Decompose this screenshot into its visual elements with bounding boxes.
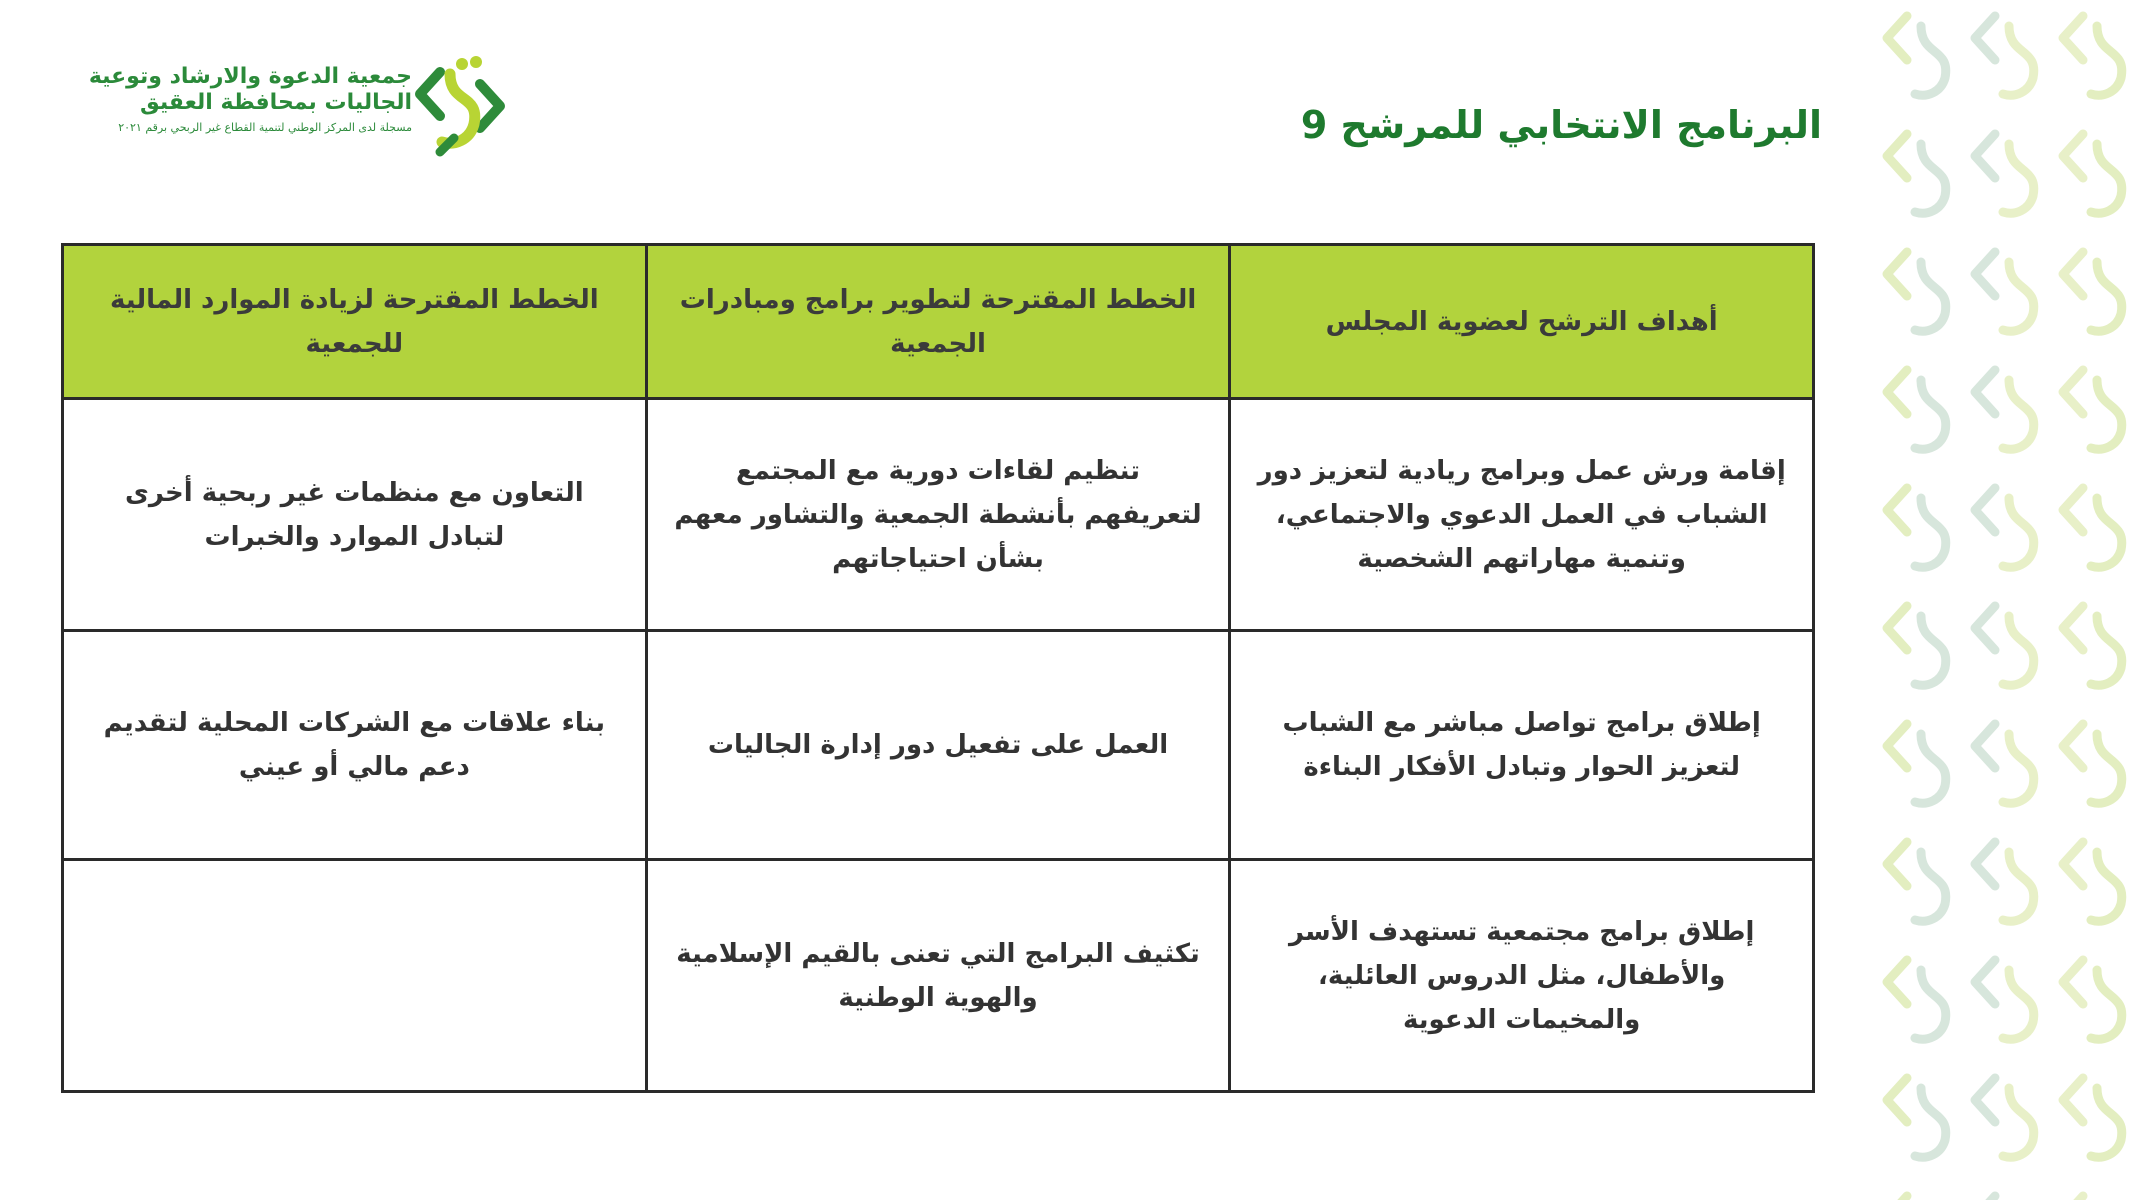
pattern-mark-icon [1975,134,2034,213]
pattern-mark-icon [2063,134,2122,213]
pattern-mark-icon [2063,16,2122,95]
table-cell [63,860,647,1092]
pattern-mark-icon [1975,724,2034,803]
organization-logo [60,50,510,160]
pattern-mark-icon [1887,252,1946,331]
pattern-mark-icon [1887,488,1946,567]
header-goals: أهداف الترشح لعضوية المجلس [1230,245,1814,399]
pattern-mark-icon [1975,606,2034,685]
table-cell: تكثيف البرامج التي تعنى بالقيم الإسلامية والهوية الوطنية [646,860,1230,1092]
header-financial-plans: الخطط المقترحة لزيادة الموارد المالية للجمعية [63,245,647,399]
decorative-pattern [1865,0,2133,1200]
pattern-mark-icon [2063,1196,2122,1200]
pattern-mark-icon [1975,488,2034,567]
pattern-mark-icon [1887,370,1946,449]
logo-name-line1: جمعية الدعوة والارشاد وتوعية [88,64,412,89]
logo-mark-icon [410,54,510,158]
table-row [63,860,1814,1092]
pattern-mark-icon [1887,606,1946,685]
pattern-mark-icon [1975,16,2034,95]
logo-registration: مسجلة لدى المركز الوطني لتنمية القطاع غير الربحي برقم ٢٠٢١ [118,121,412,134]
pattern-mark-icon [2063,488,2122,567]
pattern-mark-icon [1887,1196,1946,1200]
table-cell: إقامة ورش عمل وبرامج ريادية لتعزيز دور الشباب في العمل الدعوي والاجتماعي، وتنمية مهاراتهم الشخصية [1230,399,1814,631]
pattern-mark-icon [1975,370,2034,449]
pattern-mark-icon [2063,960,2122,1039]
program-table [61,243,1815,1093]
pattern-mark-icon [1887,16,1946,95]
pattern-mark-icon [1975,960,2034,1039]
header-program-plans: الخطط المقترحة لتطوير برامج ومبادرات الجمعية [646,245,1230,399]
pattern-mark-icon [2063,842,2122,921]
table-header-row [63,245,1814,399]
pattern-mark-icon [2063,370,2122,449]
pattern-mark-icon [2063,1078,2122,1157]
pattern-mark-icon [1975,842,2034,921]
pattern-mark-icon [1975,1196,2034,1200]
table-cell: بناء علاقات مع الشركات المحلية لتقديم دعم مالي أو عيني [63,631,647,860]
pattern-mark-icon [1887,1078,1946,1157]
pattern-mark-icon [1975,1078,2034,1157]
table-row [63,399,1814,631]
table-cell: تنظيم لقاءات دورية مع المجتمع لتعريفهم بأنشطة الجمعية والتشاور معهم بشأن احتياجاتهم [646,399,1230,631]
pattern-mark-icon [1887,960,1946,1039]
pattern-mark-icon [1887,724,1946,803]
pattern-mark-icon [1887,134,1946,213]
page-title: البرنامج الانتخابي للمرشح 9 [1300,103,1822,147]
logo-text [60,64,412,136]
pattern-mark-icon [2063,252,2122,331]
table-cell: العمل على تفعيل دور إدارة الجاليات [646,631,1230,860]
table-cell: إطلاق برامج مجتمعية تستهدف الأسر والأطفال، مثل الدروس العائلية، والمخيمات الدعوية [1230,860,1814,1092]
pattern-mark-icon [1975,252,2034,331]
table-cell: التعاون مع منظمات غير ربحية أخرى لتبادل الموارد والخبرات [63,399,647,631]
table-row [63,631,1814,860]
table-cell: إطلاق برامج تواصل مباشر مع الشباب لتعزيز الحوار وتبادل الأفكار البناءة [1230,631,1814,860]
pattern-mark-icon [2063,606,2122,685]
pattern-mark-icon [1887,842,1946,921]
logo-name-line2: الجاليات بمحافظة العقيق [139,90,412,115]
pattern-mark-icon [2063,724,2122,803]
